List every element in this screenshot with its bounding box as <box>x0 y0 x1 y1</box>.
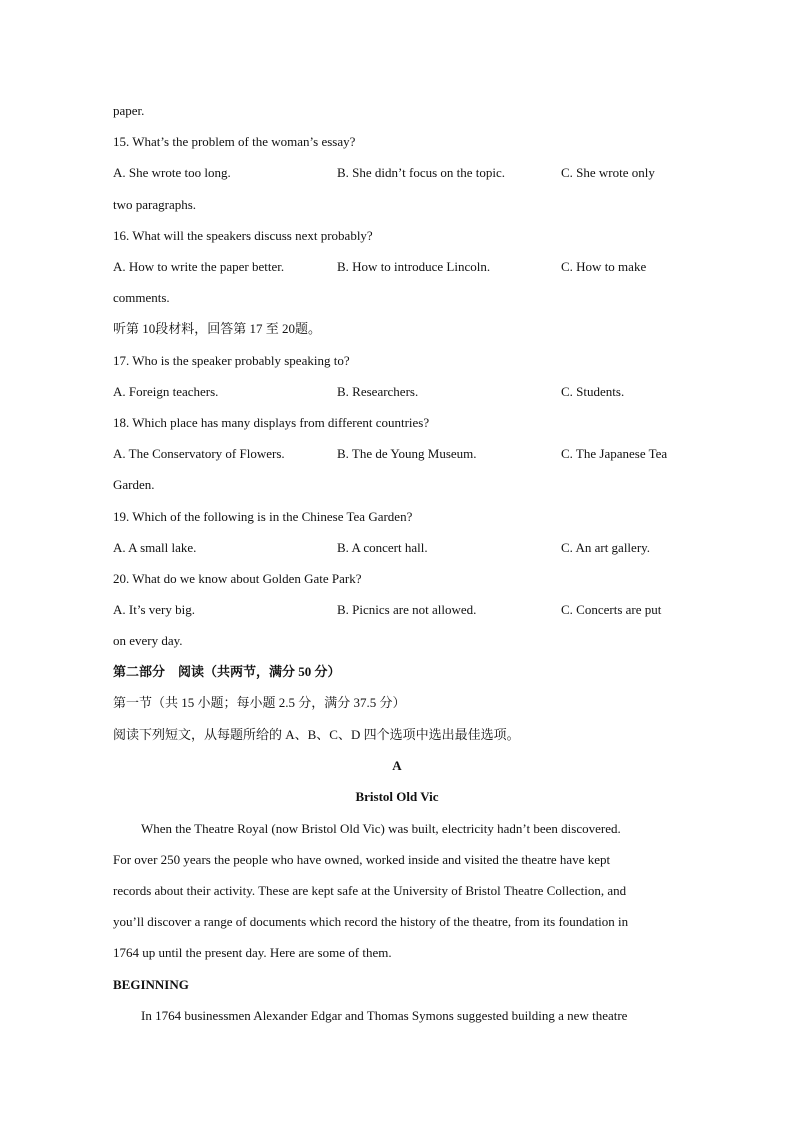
option-18b: B. The de Young Museum. <box>337 446 477 461</box>
option-19b: B. A concert hall. <box>337 540 428 555</box>
option-15c-continued: two paragraphs. <box>113 197 197 212</box>
paragraph-line: 1764 up until the present day. Here are some of them. <box>113 945 392 960</box>
paragraph-line: For over 250 years the people who have owned, worked inside and visited the theatre have kept <box>113 852 611 867</box>
option-17c: C. Students. <box>561 384 625 399</box>
reading-instruction: 阅读下列短文，从每题所给的 A、B、C、D 四个选项中选出最佳选项。 <box>113 727 520 742</box>
paragraph-line: records about their activity. These are kept safe at the University of Bristol Theatre Collection, and <box>113 883 627 898</box>
question-16: 16. What will the speakers discuss next probably? <box>113 228 373 243</box>
option-20a: A. It’s very big. <box>113 602 195 617</box>
text-line: paper. <box>113 103 145 118</box>
option-19a: A. A small lake. <box>113 540 197 555</box>
question-20: 20. What do we know about Golden Gate Park? <box>113 571 362 586</box>
paragraph-line: When the Theatre Royal (now Bristol Old Vic) was built, electricity hadn’t been discovered. <box>141 821 621 836</box>
option-18a: A. The Conservatory of Flowers. <box>113 446 285 461</box>
option-20c: C. Concerts are put <box>561 602 662 617</box>
option-17a: A. Foreign teachers. <box>113 384 219 399</box>
option-15a: A. She wrote too long. <box>113 165 231 180</box>
option-16b: B. How to introduce Lincoln. <box>337 259 491 274</box>
question-19: 19. Which of the following is in the Chinese Tea Garden? <box>113 509 413 524</box>
passage-title: Bristol Old Vic <box>355 789 439 804</box>
option-16a: A. How to write the paper better. <box>113 259 285 274</box>
option-20b: B. Picnics are not allowed. <box>337 602 477 617</box>
passage-letter: A <box>392 758 402 773</box>
section-instruction-10: 听第 10段材料，回答第 17 至 20题。 <box>113 321 322 336</box>
question-18: 18. Which place has many displays from different countries? <box>113 415 430 430</box>
question-15: 15. What’s the problem of the woman’s essay? <box>113 134 356 149</box>
option-17b: B. Researchers. <box>337 384 419 399</box>
question-17: 17. Who is the speaker probably speaking to? <box>113 353 350 368</box>
option-18c-continued: Garden. <box>113 477 155 492</box>
option-20c-continued: on every day. <box>113 633 183 648</box>
part-heading: 第二部分 阅读（共两节，满分 50 分） <box>113 664 341 679</box>
option-16c: C. How to make <box>561 259 647 274</box>
option-15c: C. She wrote only <box>561 165 655 180</box>
option-16c-continued: comments. <box>113 290 170 305</box>
option-15b: B. She didn’t focus on the topic. <box>337 165 506 180</box>
option-18c: C. The Japanese Tea <box>561 446 668 461</box>
paragraph-line: you’ll discover a range of documents which record the history of the theatre, from its foundation in <box>113 914 629 929</box>
subheading-beginning: BEGINNING <box>113 977 189 992</box>
option-19c: C. An art gallery. <box>561 540 651 555</box>
section-heading: 第一节（共 15 小题；每小题 2.5 分，满分 37.5 分） <box>113 695 406 710</box>
paragraph-line: In 1764 businessmen Alexander Edgar and Thomas Symons suggested building a new theatre <box>141 1008 628 1023</box>
